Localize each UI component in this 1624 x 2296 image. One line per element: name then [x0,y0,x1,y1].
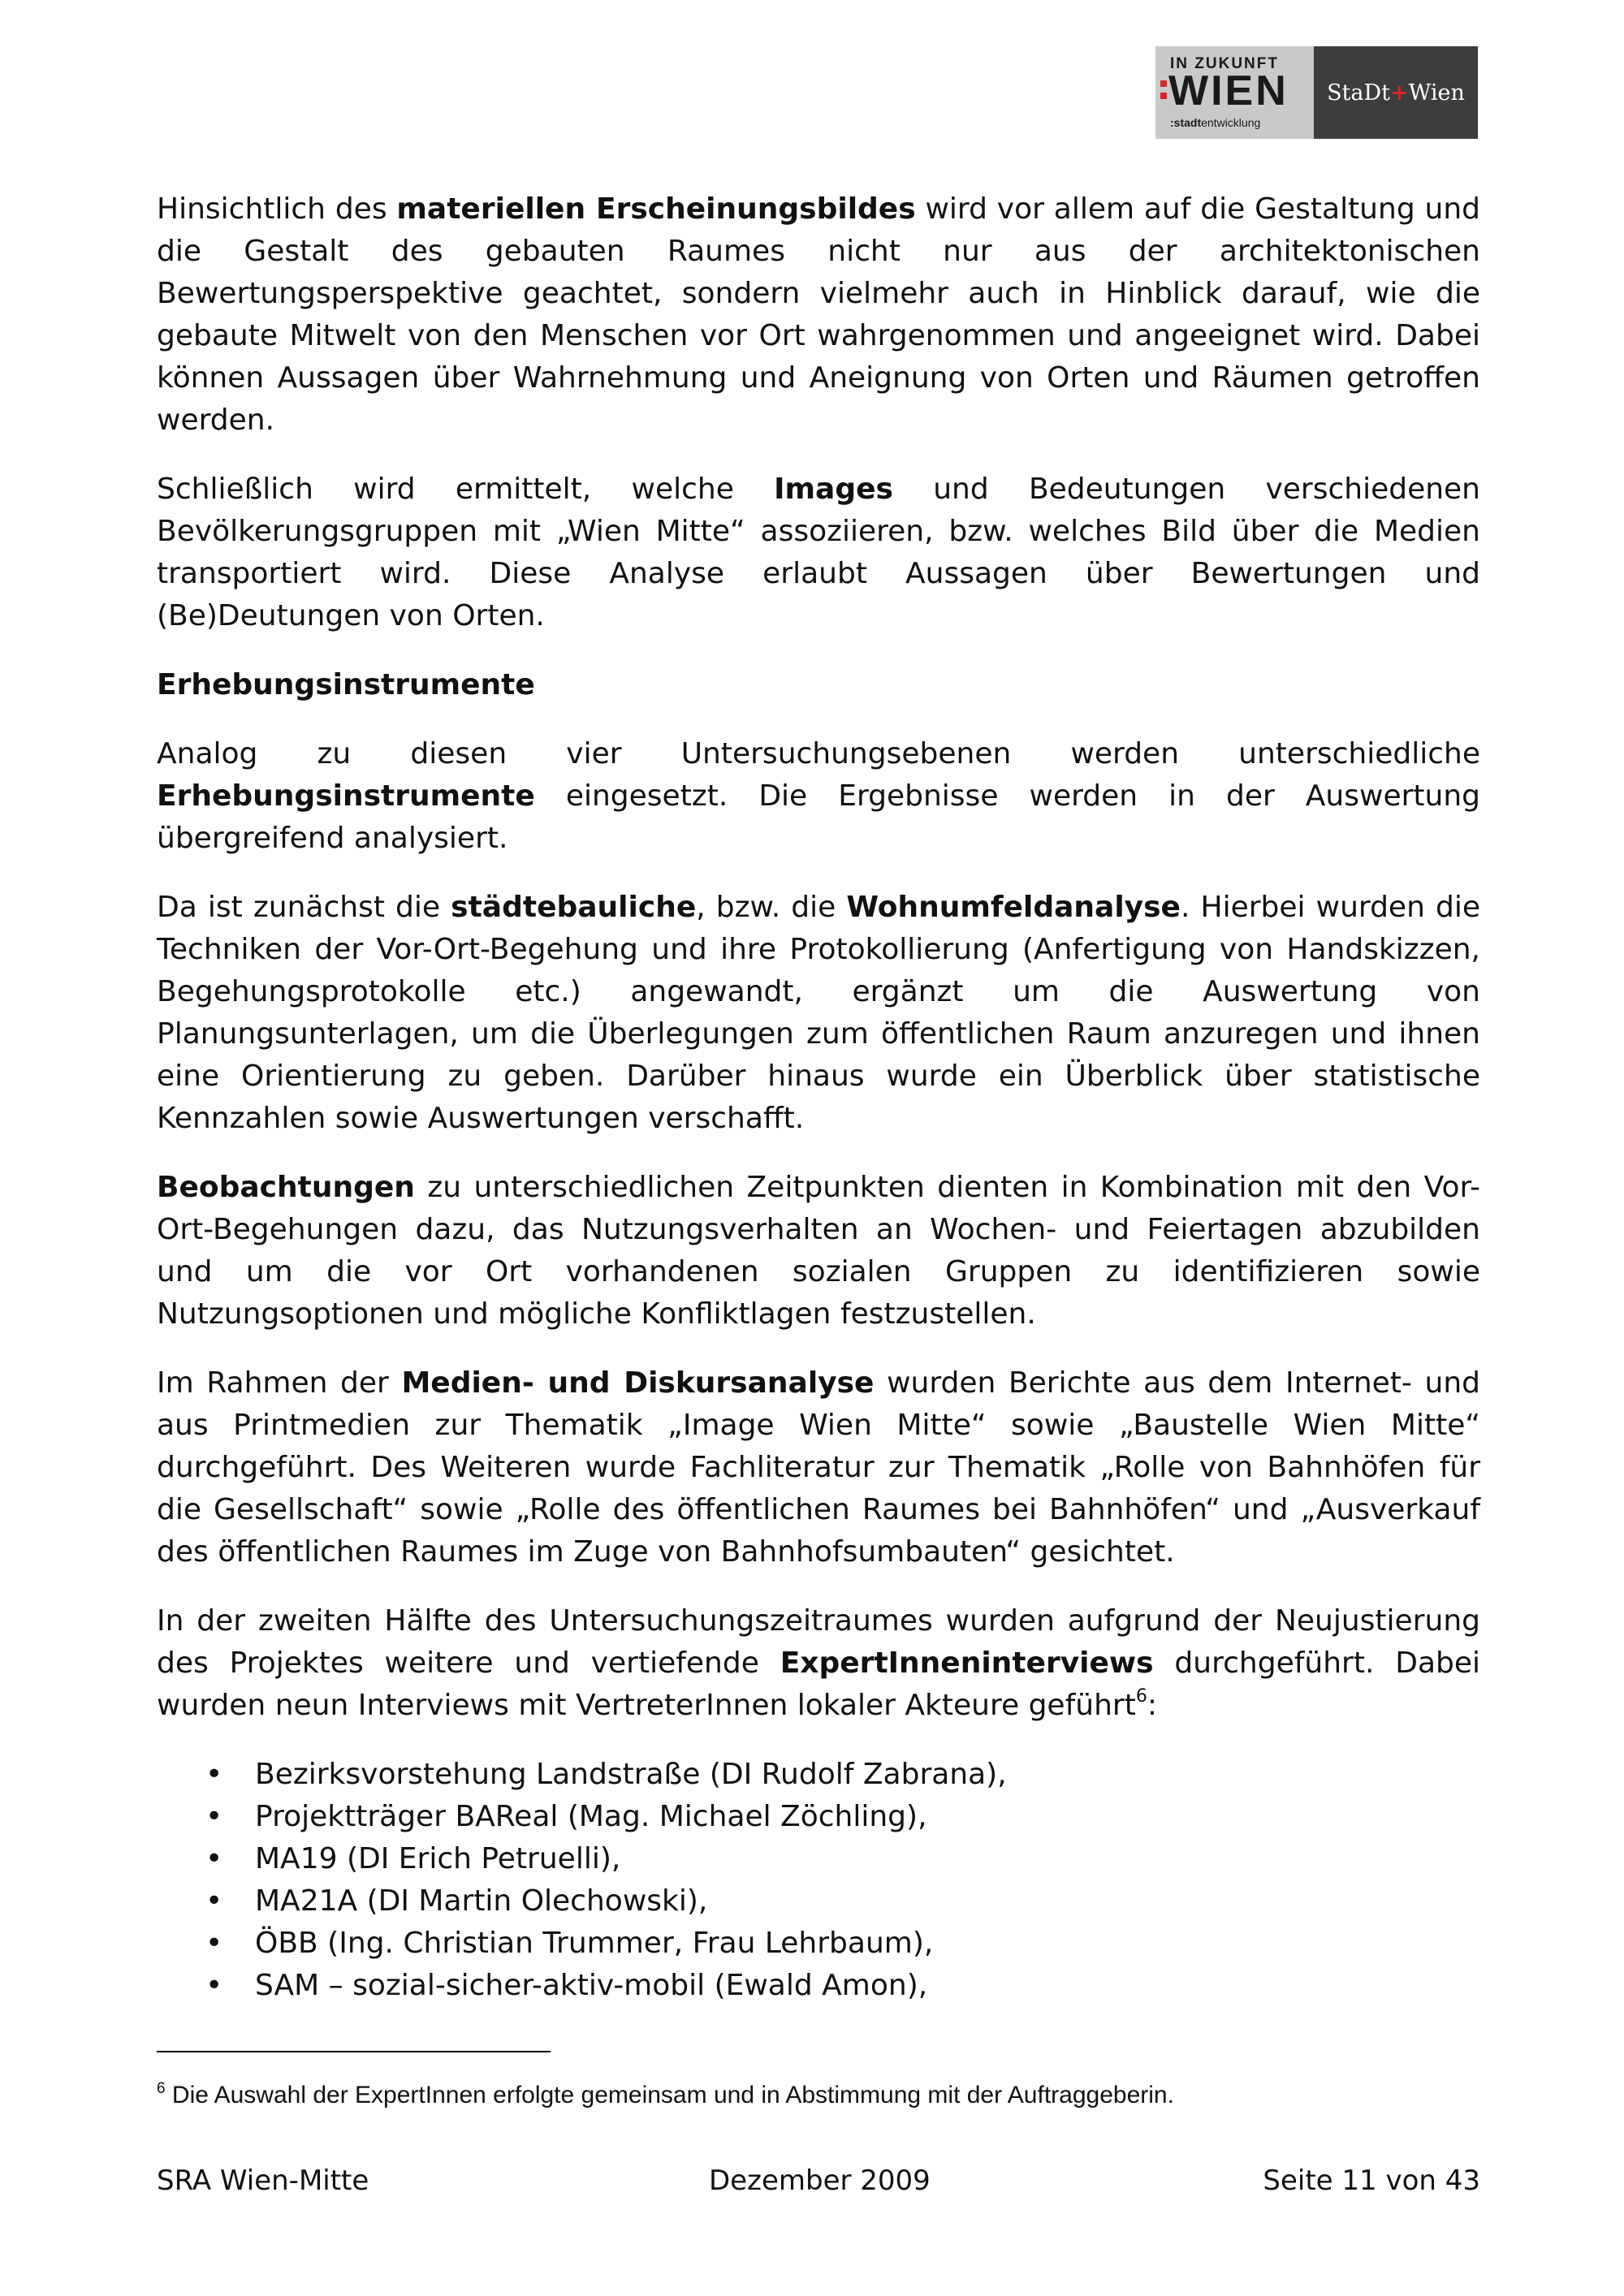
logo-wien-block [1155,46,1314,139]
list-item: • Projektträger BAReal (Mag. Michael Zöchling), [157,1796,1480,1838]
footnote-divider [157,2051,551,2052]
logo-colon-mark [1160,80,1168,100]
list-item: • Bezirksvorstehung Landstraße (DI Rudolf Zabrana), [157,1754,1480,1796]
paragraph-erhebungsinstrumente: Analog zu diesen vier Untersuchungsebenen werden unterschiedliche Erhebungsinstrumente eingesetzt. Die Ergebnisse werden in der Auswertung übergreifend analysiert. [157,737,1480,855]
paragraph-images: Schließlich wird ermittelt, welche Images und Bedeutungen verschiedenen Bevölkerungsgruppen mit „Wien Mitte“ assoziieren, bzw. welches Bild über die Medien transportiert wird. Diese Analyse erlaubt Aussagen über Bewertungen und (Be)Deutungen von Orten. [157,473,1481,632]
footer-page-number: Seite 11 von 43 [1263,2164,1480,2197]
header-logo [1155,46,1478,139]
list-item: • SAM – sozial-sicher-aktiv-mobil (Ewald Amon), [157,1965,1480,2007]
paragraph-beobachtungen: Beobachtungen zu unterschiedlichen Zeitpunkten dienten in Kombination mit den Vor-Ort-Begehungen dazu, das Nutzungsverhalten an Wochen- und Feiertagen abzubilden und um die vor Ort vorhandenen sozialen Gruppen zu identifizieren sowie Nutzungsoptionen und mögliche Konfliktlagen festzustellen. [157,1171,1480,1331]
logo-top-text: IN ZUKUNFT [1170,55,1279,72]
list-item: • MA21A (DI Martin Olechowski), [157,1880,1480,1923]
footer-date: Dezember 2009 [709,2164,931,2197]
footnote [157,2073,1174,2112]
footnote-number: 6 [157,2080,166,2097]
footer-document-title: SRA Wien-Mitte [157,2164,369,2197]
footnote-text: Die Auswahl der ExpertInnen erfolgte gemeinsam und in Abstimmung mit der Auftraggeberin. [165,2082,1174,2108]
logo-wien-text: WIEN [1168,67,1289,114]
section-heading: Erhebungsinstrumente [157,668,535,701]
logo-stadt-wien: StaDt + Wien [1314,46,1478,139]
paragraph-experteninterviews: In der zweiten Hälfte des Untersuchungszeitraumes wurden aufgrund der Neujustierung des Projektes weitere und vertiefende ExpertInneninterviews durchgeführt. Dabei wurden neun Interviews mit VertreterInnen lokaler Akteure geführt$^6$: [157,1604,1481,1722]
paragraph-wohnumfeldanalyse: Da ist zunächst die städtebauliche, bzw. die Wohnumfeldanalyse. Hierbei wurden die Techniken der Vor-Ort-Begehung und ihre Protokollierung (Anfertigung von Handskizzen, Begehungsprotokolle etc.) angewandt, ergänzt um die Auswertung von Planungsunterlagen, um die Überlegungen zum öffentlichen Raum anzuregen und ihnen eine Orientierung zu geben. Darüber hinaus wurde ein Überblick über statistische Kennzahlen sowie Auswertungen verschafft. [157,891,1481,1135]
main-content [157,188,1480,2007]
cross-icon: + [1390,80,1409,106]
list-item: • ÖBB (Ing. Christian Trummer, Frau Lehrbaum), [157,1923,1480,1965]
list-item: • MA19 (DI Erich Petruelli), [157,1838,1480,1880]
page-footer [157,2160,1480,2201]
logo-sub-text: :stadtentwicklung [1170,116,1261,129]
paragraph-erscheinungsbild: Hinsichtlich des materiellen Erscheinungsbildes wird vor allem auf die Gestaltung und die Gestalt des gebauten Raumes nicht nur aus der architektonischen Bewertungsperspektive geachtet, sondern vielmehr auch in Hinblick darauf, wie die gebaute Mitwelt von den Menschen vor Ort wahrgenommen und angeeignet wird. Dabei können Aussagen über Wahrnehmung und Aneignung von Orten und Räumen getroffen werden. [157,192,1480,437]
paragraph-medienanalyse: Im Rahmen der Medien- und Diskursanalyse wurden Berichte aus dem Internet- und aus Printmedien zur Thematik „Image Wien Mitte“ sowie „Baustelle Wien Mitte“ durchgeführt. Des Weiteren wurde Fachliteratur zur Thematik „Rolle von Bahnhöfen für die Gesellschaft“ sowie „Rolle des öffentlichen Raumes bei Bahnhöfen“ und „Ausverkauf des öffentlichen Raumes im Zuge von Bahnhofsumbauten“ gesichtet. [157,1366,1481,1569]
expert-list [157,1754,1480,2007]
footnote-reference[interactable]: 6 [1135,1686,1147,1707]
